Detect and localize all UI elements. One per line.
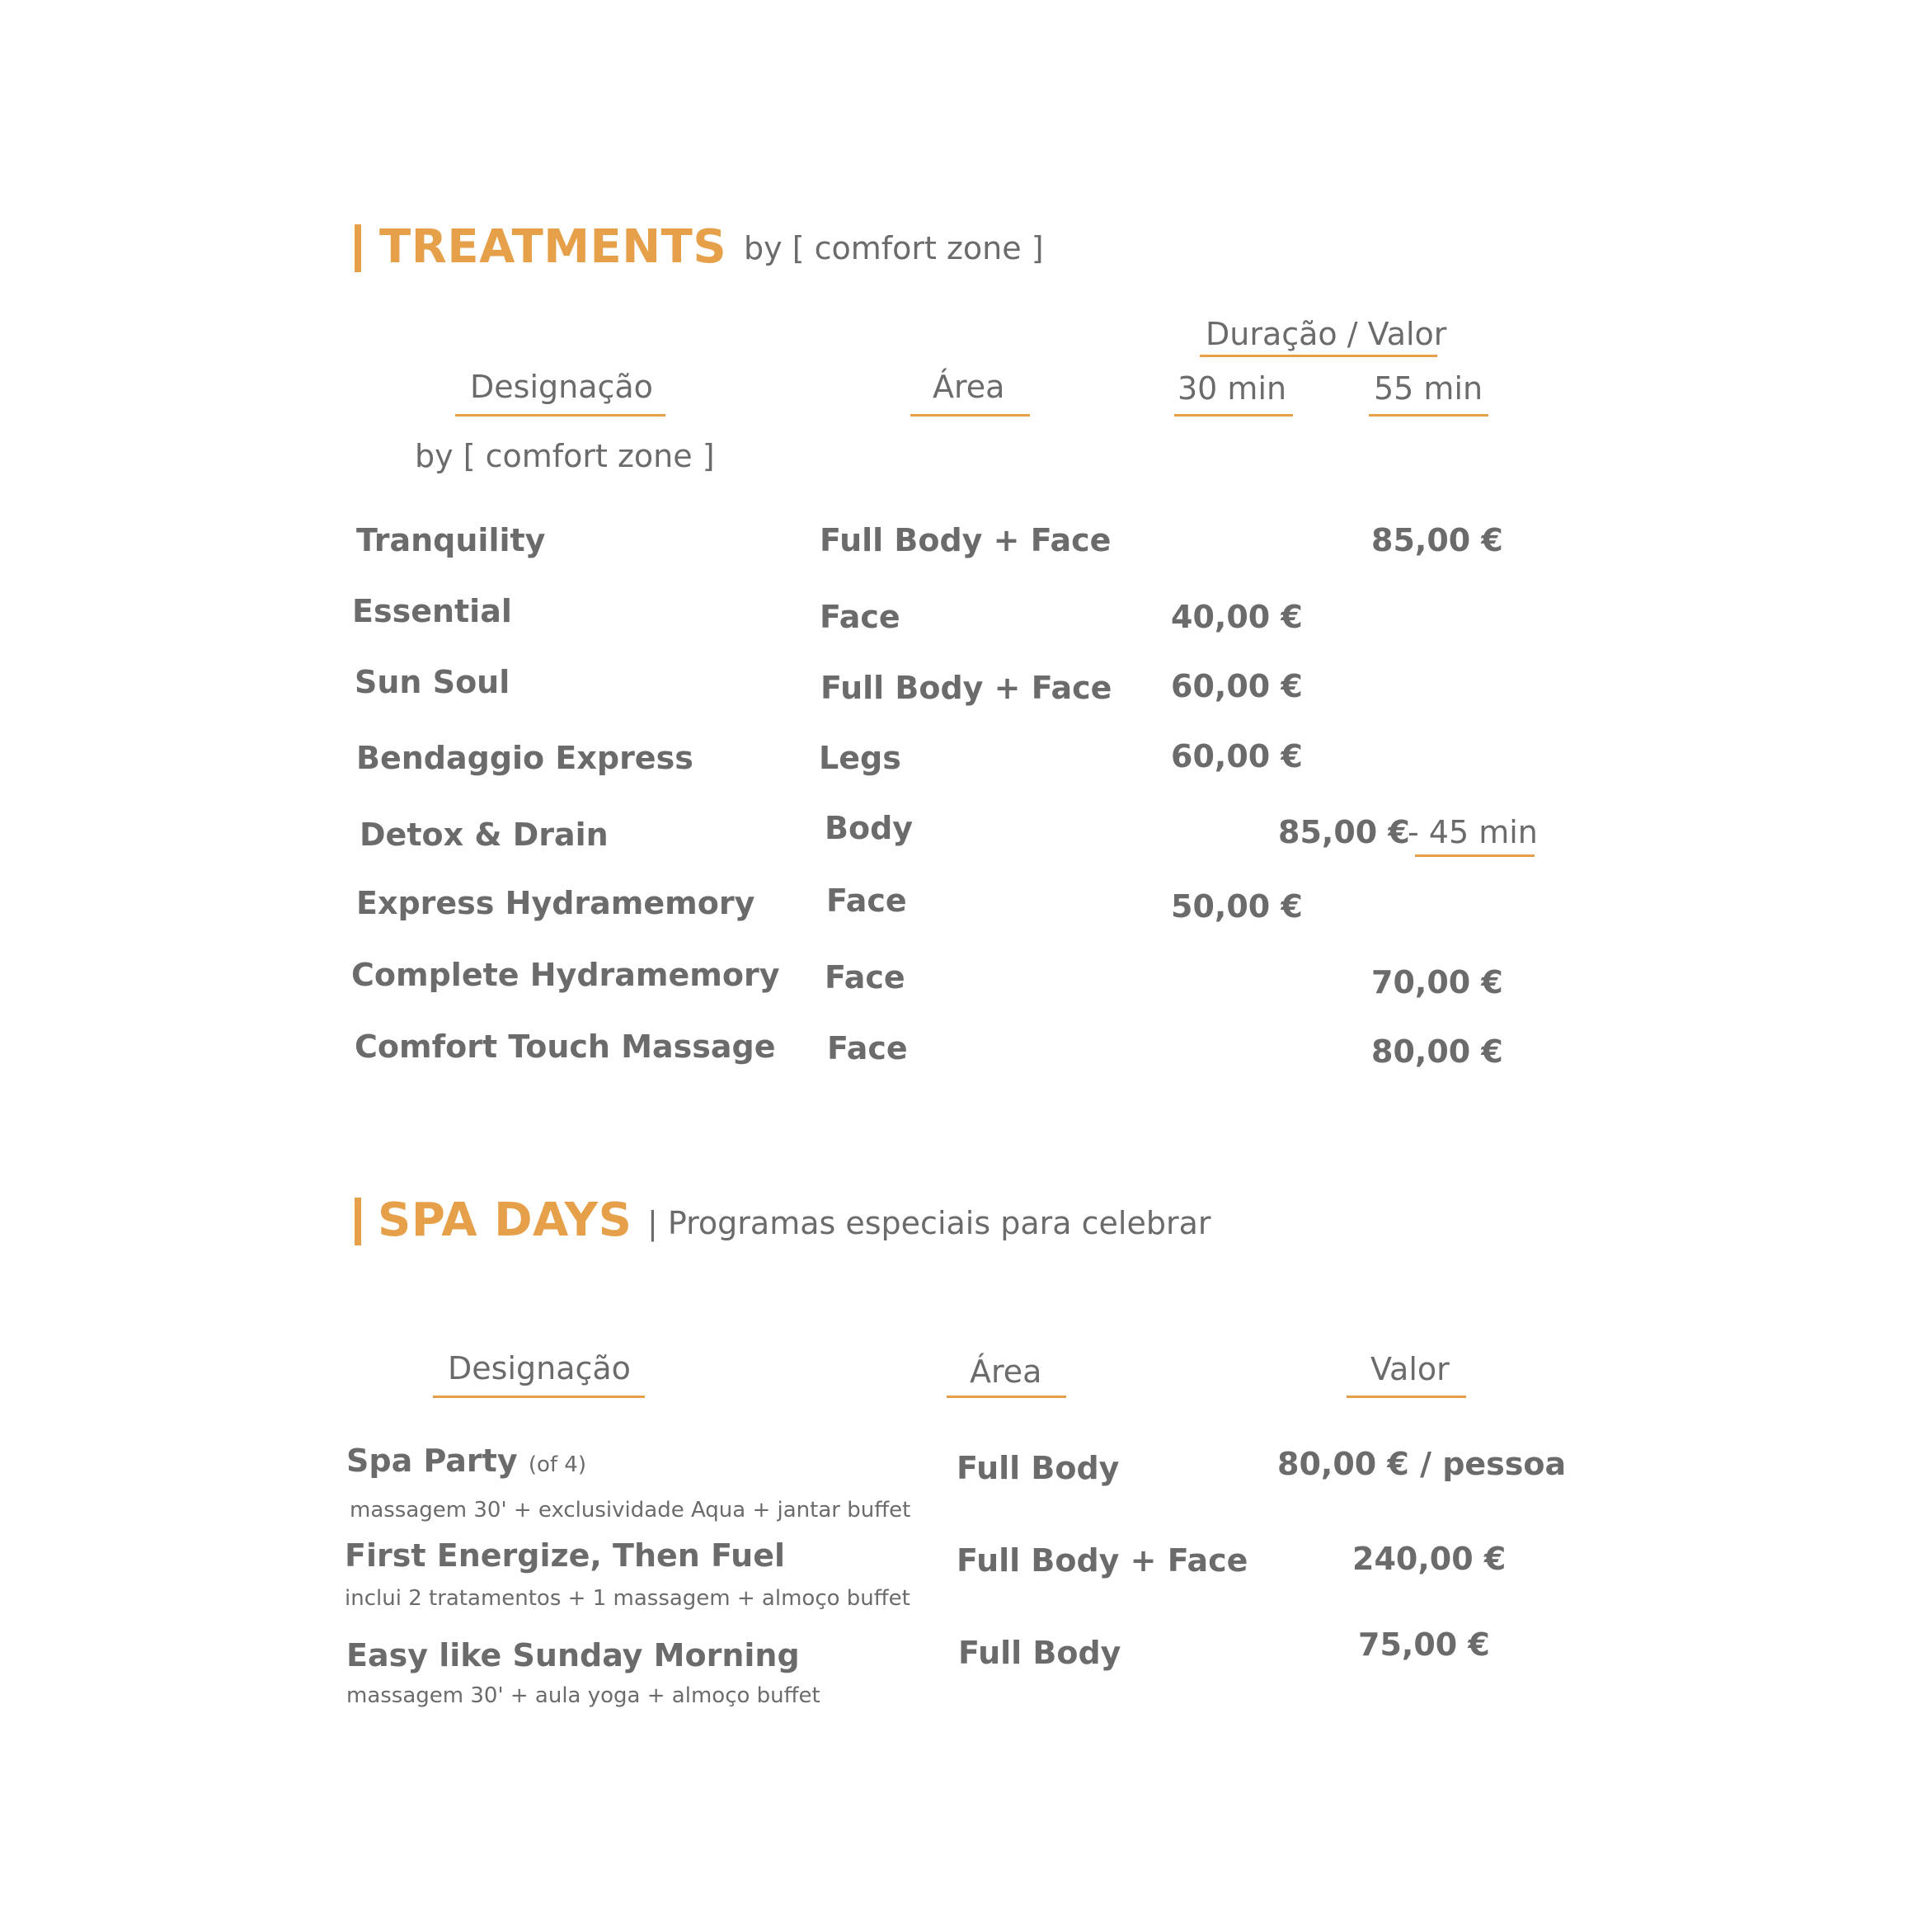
spa-name	[346, 1443, 586, 1479]
spa-name: Easy like Sunday Morning	[346, 1637, 800, 1673]
spa-area: Full Body	[957, 1450, 1120, 1486]
duration-value-header: Duração / Valor	[1206, 316, 1447, 352]
treatment-price-special: 85,00 €	[1278, 814, 1410, 850]
treatment-area: Full Body + Face	[820, 522, 1112, 558]
spa-area: Full Body + Face	[957, 1542, 1248, 1579]
treatments-title: TREATMENTS	[379, 220, 727, 274]
treatment-price-55: 85,00 €	[1371, 522, 1503, 558]
treatment-price-30: 60,00 €	[1171, 738, 1303, 774]
spa-note: massagem 30' + exclusividade Aqua + jantar buffet	[350, 1498, 911, 1523]
treatments-col-area: Área	[933, 369, 1005, 405]
spa-col-name: Designação	[448, 1350, 631, 1386]
treatments-col-name-underline	[455, 414, 665, 417]
spa-area: Full Body	[958, 1635, 1121, 1671]
treatment-name: Essential	[352, 593, 512, 629]
spa-col-name-underline	[433, 1396, 645, 1398]
treatment-price-30: 60,00 €	[1171, 668, 1303, 704]
spa-days-title-bar	[355, 1198, 361, 1245]
treatment-area: Body	[825, 810, 914, 846]
spa-note: inclui 2 tratamentos + 1 massagem + almoço buffet	[345, 1586, 910, 1611]
treatment-price-55: 70,00 €	[1371, 964, 1503, 1000]
treatments-title-bar	[355, 224, 361, 272]
treatment-name: Complete Hydramemory	[351, 957, 780, 993]
treatments-col-name-sub: by [ comfort zone ]	[415, 438, 715, 474]
treatment-area: Face	[820, 599, 900, 635]
treatment-area: Face	[826, 883, 907, 919]
spa-price: 80,00 € / pessoa	[1277, 1446, 1567, 1482]
treatment-duration-suffix-underline	[1415, 854, 1535, 857]
spa-days-subtitle: | Programas especiais para celebrar	[647, 1205, 1211, 1241]
treatment-name: Comfort Touch Massage	[355, 1028, 776, 1065]
treatments-col-30: 30 min	[1178, 370, 1287, 407]
treatment-price-30: 40,00 €	[1171, 599, 1303, 635]
treatments-subtitle: by [ comfort zone ]	[744, 230, 1044, 266]
treatment-area: Face	[827, 1030, 908, 1066]
treatment-price-30: 50,00 €	[1171, 888, 1303, 925]
treatments-col-area-underline	[910, 414, 1030, 417]
treatments-col-55: 55 min	[1374, 370, 1483, 407]
spa-col-value: Valor	[1370, 1351, 1450, 1387]
spa-name-text: Spa Party	[346, 1443, 518, 1479]
treatments-col-name: Designação	[470, 369, 653, 405]
spa-price: 75,00 €	[1358, 1626, 1490, 1663]
spa-name-note: (of 4)	[528, 1452, 586, 1477]
spa-name: First Energize, Then Fuel	[345, 1537, 785, 1574]
spa-note: massagem 30' + aula yoga + almoço buffet	[346, 1683, 820, 1708]
treatment-name: Tranquility	[356, 522, 546, 558]
spa-col-value-underline	[1347, 1396, 1466, 1398]
treatment-name: Express Hydramemory	[356, 885, 755, 921]
treatments-col-55-underline	[1369, 414, 1488, 417]
treatment-name: Detox & Drain	[360, 817, 609, 853]
treatment-area: Legs	[819, 740, 901, 776]
spa-days-title: SPA DAYS	[378, 1193, 632, 1247]
treatment-duration-suffix: - 45 min	[1408, 814, 1538, 850]
treatment-name: Bendaggio Express	[356, 740, 693, 776]
duration-value-underline	[1200, 355, 1437, 357]
treatment-name: Sun Soul	[355, 664, 510, 700]
treatment-price-55: 80,00 €	[1371, 1033, 1503, 1070]
spa-col-area-underline	[947, 1396, 1066, 1398]
treatment-area: Full Body + Face	[820, 670, 1112, 706]
treatments-col-30-underline	[1174, 414, 1293, 417]
spa-col-area: Área	[970, 1353, 1042, 1390]
treatment-area: Face	[825, 959, 905, 996]
spa-price: 240,00 €	[1352, 1541, 1507, 1577]
